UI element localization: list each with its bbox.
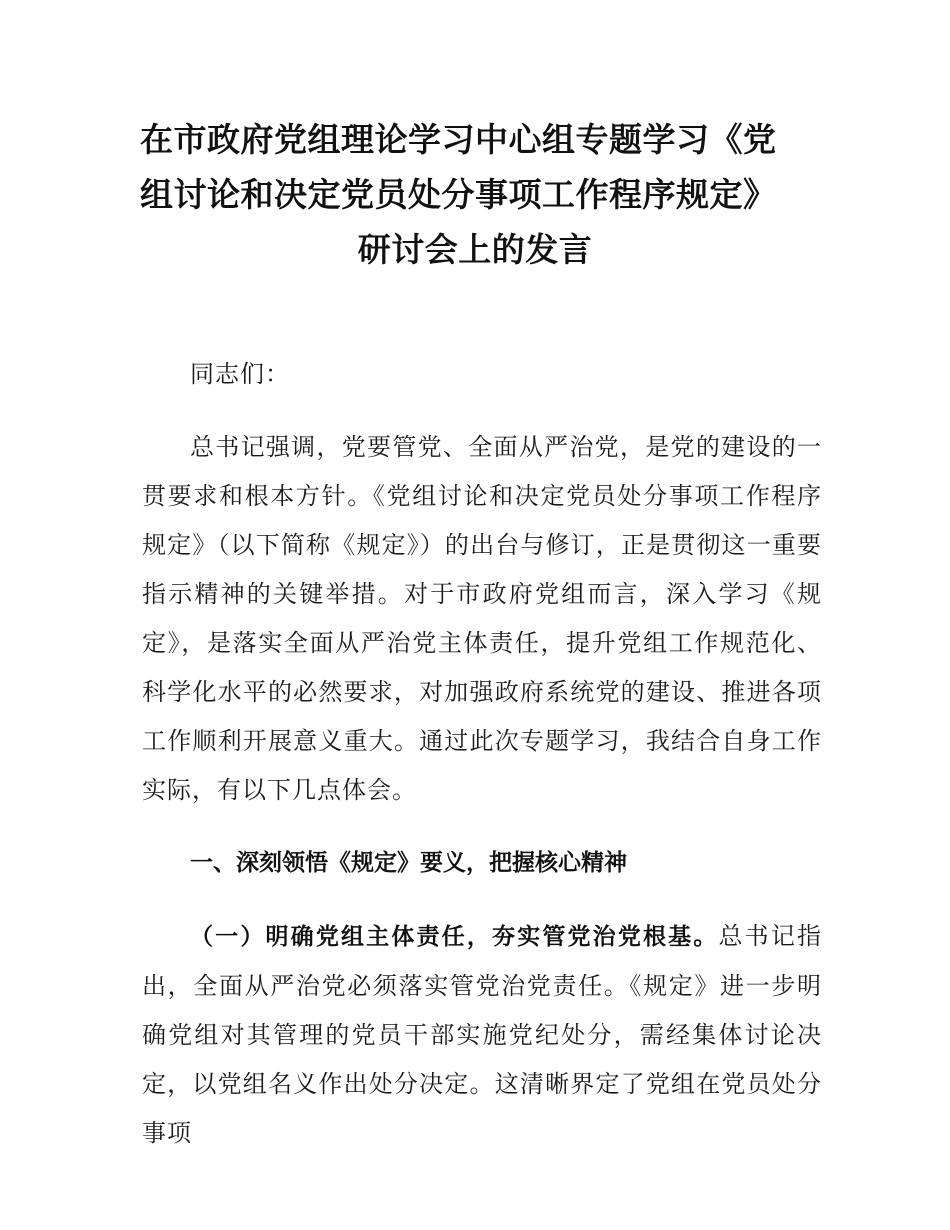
title-line-1: 在市政府党组理论学习中心组专题学习《党: [140, 120, 777, 159]
title-line-2: 组讨论和决定党员处分事项工作程序规定》: [140, 175, 777, 214]
subsection-lead-1: （一）明确党组主体责任，夯实管党治党根基。: [190, 924, 719, 950]
document-title: [140, 112, 810, 277]
intro-paragraph: 总书记强调，党要管党、全面从严治党，是党的建设的一贯要求和根本方针。《党组讨论和决定党员处分事项工作程序规定》（以下简称《规定》）的出台与修订，正是贯彻这一重要指示精神的关键举措。对于市政府党组而言，深入学习《规定》，是落实全面从严治党主体责任，提升党组工作规范化、科学化水平的必然要求，对加强政府系统党的建设、推进各项工作顺利开展意义重大。通过此次专题学习，我结合自身工作实际，有以下几点体会。: [142, 433, 822, 804]
subsection-text-1: 总书记指出，全面从严治党必须落实管党治党责任。《规定》进一步明确党组对其管理的党员干部实施党纪处分，需经集体讨论决定，以党组名义作出处分决定。这清晰界定了党组在党员处分事项: [142, 922, 822, 1147]
title-line-3: 研讨会上的发言: [357, 230, 593, 269]
section-heading-1: 一、深刻领悟《规定》要义，把握核心精神: [190, 850, 627, 876]
document-body: [142, 350, 822, 1182]
subsection-paragraph-1: [142, 912, 822, 1158]
salutation: 同志们：: [190, 360, 290, 388]
